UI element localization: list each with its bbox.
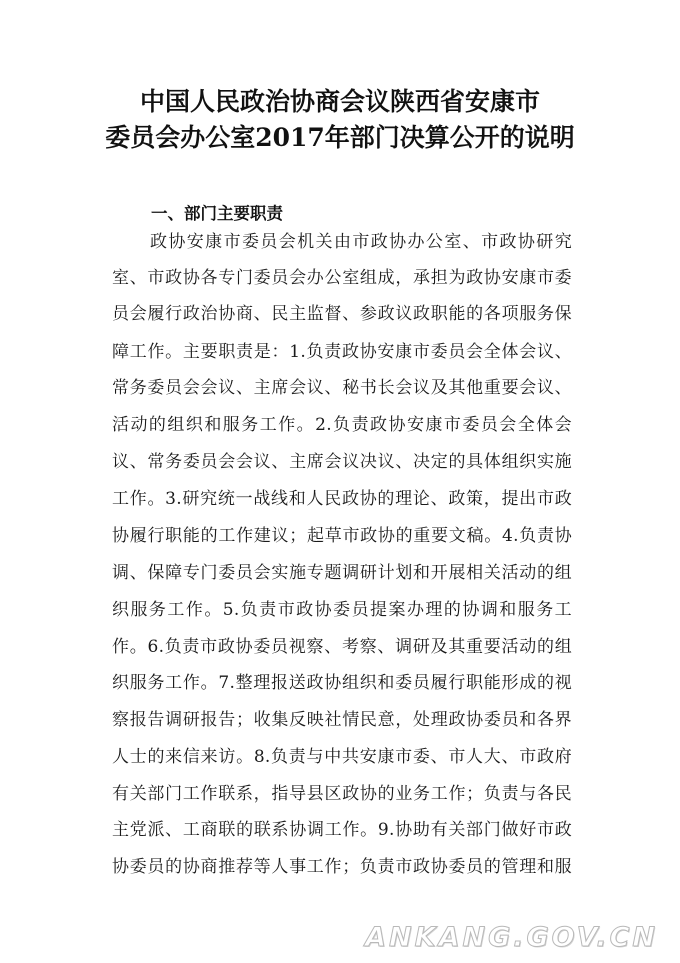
body-text-line: 协履行职能的工作建议；起草市政协的重要文稿。4.负责协 [112, 526, 572, 546]
body-text-line: 障工作。主要职责是：1.负责政协安康市委员会全体会议、 [112, 342, 572, 362]
body-text-line: 主党派、工商联的联系协调工作。9.协助有关部门做好市政 [112, 820, 572, 840]
body-text-line: 织服务工作。7.整理报送政协组织和委员履行职能形成的视 [112, 673, 572, 693]
body-text-line: 作。6.负责市政协委员视察、考察、调研及其重要活动的组 [112, 637, 572, 657]
body-text-line: 人士的来信来访。8.负责与中共安康市委、市人大、市政府 [112, 747, 572, 767]
body-text-line: 察报告调研报告；收集反映社情民意，处理政协委员和各界 [112, 710, 572, 730]
section-heading-department-duties: 一、部门主要职责 [151, 204, 283, 223]
body-text-line: 工作。3.研究统一战线和人民政协的理论、政策，提出市政 [112, 489, 572, 509]
body-text-line: 有关部门工作联系，指导县区政协的业务工作；负责与各民 [112, 784, 572, 804]
body-text-line: 调、保障专门委员会实施专题调研计划和开展相关活动的组 [112, 563, 572, 583]
document-title-line-1: 中国人民政治协商会议陕西省安康市 [139, 87, 540, 116]
body-text-line: 政协安康市委员会机关由市政协办公室、市政协研究 [150, 232, 572, 252]
body-text-line: 议、常务委员会会议、主席会议决议、决定的具体组织实施 [112, 452, 572, 472]
body-text-line: 织服务工作。5.负责市政协委员提案办理的协调和服务工 [112, 600, 572, 620]
body-text-line: 员会履行政治协商、民主监督、参政议政职能的各项服务保 [112, 304, 572, 324]
body-text-line: 室、市政协各专门委员会办公室组成，承担为政协安康市委 [112, 268, 572, 288]
body-text-line: 活动的组织和服务工作。2.负责政协安康市委员会全体会 [112, 415, 572, 435]
body-text-line: 常务委员会会议、主席会议、秘书长会议及其他重要会议、 [112, 378, 572, 398]
body-text-line: 协委员的协商推荐等人事工作；负责市政协委员的管理和服 [112, 857, 572, 877]
document-title-line-2: 委员会办公室2017年部门决算公开的说明 [105, 123, 575, 152]
site-watermark: ANKANG.GOV.CN [365, 922, 658, 953]
